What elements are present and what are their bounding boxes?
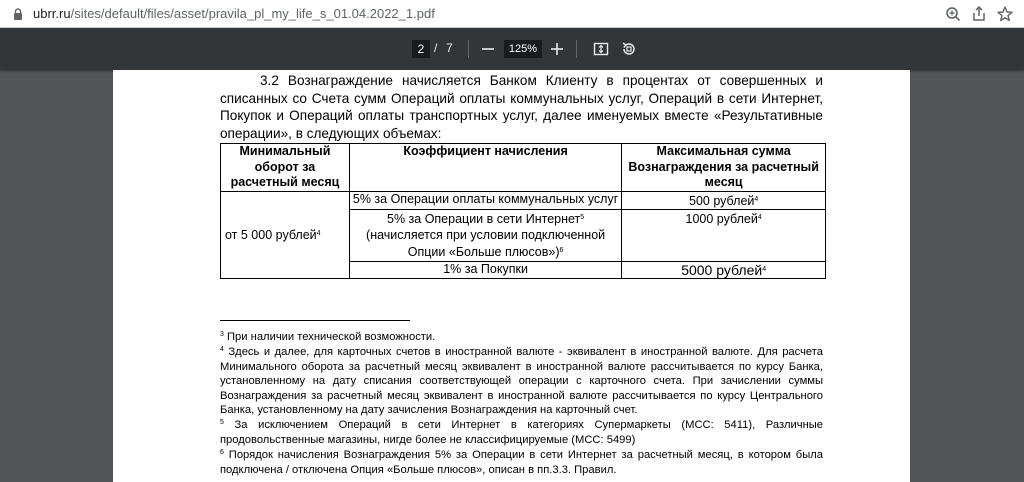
footnote-text: Порядок начисления Вознаграждения 5% за Операции в сети Интернет за расчетный месяц, в котором была подключена / отключена Опция «Больше плюсов», описан в пп.3.3. Правил. xyxy=(220,449,823,476)
min-turnover-cell xyxy=(221,191,350,279)
star-icon[interactable] xyxy=(996,5,1014,23)
max-cell xyxy=(622,210,826,262)
max-value: 1000 рублей xyxy=(685,212,758,226)
paragraph-text: 3.2 Вознаграждение начисляется Банком Клиенту в процентах от совершенных и списанных со Счета сумм Операций оплаты коммунальных услуг, Операций в сети Интернет, Покупок и Операций оплаты транспортных услуг, далее именуемых вместе «Результативные операции», в следующих объемах: xyxy=(220,73,823,141)
max-value: 500 рублей xyxy=(689,193,755,208)
rate-cell xyxy=(349,261,621,279)
zoom-icon[interactable] xyxy=(944,5,962,23)
rate-cell xyxy=(349,210,621,262)
min-turnover-value: от 5 000 рублей xyxy=(225,228,317,242)
max-cell xyxy=(622,191,826,210)
rate-text: 5% за Операции в сети Интернет xyxy=(387,212,581,226)
fit-page-icon[interactable] xyxy=(592,40,610,58)
table-header: Максимальная сумма Вознаграждения за расчетный месяц xyxy=(622,144,826,192)
footnote-number: 4 xyxy=(220,346,224,353)
footnote-ref: 4 xyxy=(762,265,767,273)
table-header-row xyxy=(221,144,826,192)
toolbar-divider xyxy=(576,40,577,58)
footnote xyxy=(220,446,823,477)
lock-icon[interactable] xyxy=(11,7,25,21)
reward-table xyxy=(220,143,826,279)
footnote-ref: 4 xyxy=(754,195,759,203)
url-path: /sites/default/files/asset/pravila_pl_my_life_s_01.04.2022_1.pdf xyxy=(70,6,435,21)
plus-icon[interactable] xyxy=(549,40,565,58)
minus-icon[interactable] xyxy=(480,40,496,58)
footnote-text: Здесь и далее, для карточных счетов в иностранной валюте - эквивалент в иностранной валюте. Для расчета Минимального оборота за расчетный месяц эквивалент в иностранной валюте рассчитывается по курсу Банка, установленному на дату списания соответствующей операции с карточного счета. При зачислении суммы Вознаграждения за расчетный месяц эквивалент в иностранной валюте рассчитывается по курсу Центрального Банка, установленному на дату зачисления Вознаграждения на карточный счет. xyxy=(220,346,823,416)
table-header: Минимальный оборот за расчетный месяц xyxy=(221,144,350,192)
footnote xyxy=(220,416,823,447)
footnote-number: 6 xyxy=(220,449,224,456)
rotate-icon[interactable] xyxy=(620,40,638,58)
url-text[interactable] xyxy=(33,6,435,21)
footnote-ref: 4 xyxy=(316,230,321,237)
footnote-number: 3 xyxy=(220,331,224,338)
footnote-text: При наличии технической возможности. xyxy=(227,331,436,343)
rate-condition: (начисляется при условии подключенной Опции «Больше плюсов») xyxy=(366,227,606,259)
pdf-page xyxy=(113,70,910,482)
page-separator: / xyxy=(434,41,438,55)
page-number-input[interactable]: 2 xyxy=(412,40,430,58)
footnote-ref: 4 xyxy=(757,214,762,221)
paragraph-3-2 xyxy=(220,72,823,142)
zoom-input[interactable]: 125% xyxy=(504,40,542,58)
rate-text: 1% за Покупки xyxy=(443,261,528,276)
page-total: 7 xyxy=(446,41,453,55)
table-row xyxy=(221,191,826,210)
footnote-ref: 5 xyxy=(580,214,585,221)
address-bar-actions xyxy=(944,5,1014,23)
footnote xyxy=(220,343,823,418)
url-host: ubrr.ru xyxy=(33,6,71,21)
rate-text: 5% за Операции оплаты коммунальных услуг xyxy=(352,191,619,206)
footnote-text: За исключением Операций в сети Интернет в категориях Супермаркеты (MCC: 5411), Различные продовольственные магазины, нигде более не классифицируемые (MCC: 5499) xyxy=(220,419,824,446)
max-cell xyxy=(622,261,826,279)
address-bar[interactable] xyxy=(0,0,1024,28)
pdf-toolbar xyxy=(0,28,1024,70)
max-value: 5000 рублей xyxy=(681,261,763,278)
footnote-ref: 6 xyxy=(559,247,564,254)
share-icon[interactable] xyxy=(970,5,988,23)
table-header: Коэффициент начисления xyxy=(349,144,621,192)
toolbar-divider xyxy=(468,40,469,58)
footnote-separator xyxy=(220,320,410,321)
rate-cell xyxy=(349,191,621,210)
footnote-number: 5 xyxy=(220,419,224,426)
